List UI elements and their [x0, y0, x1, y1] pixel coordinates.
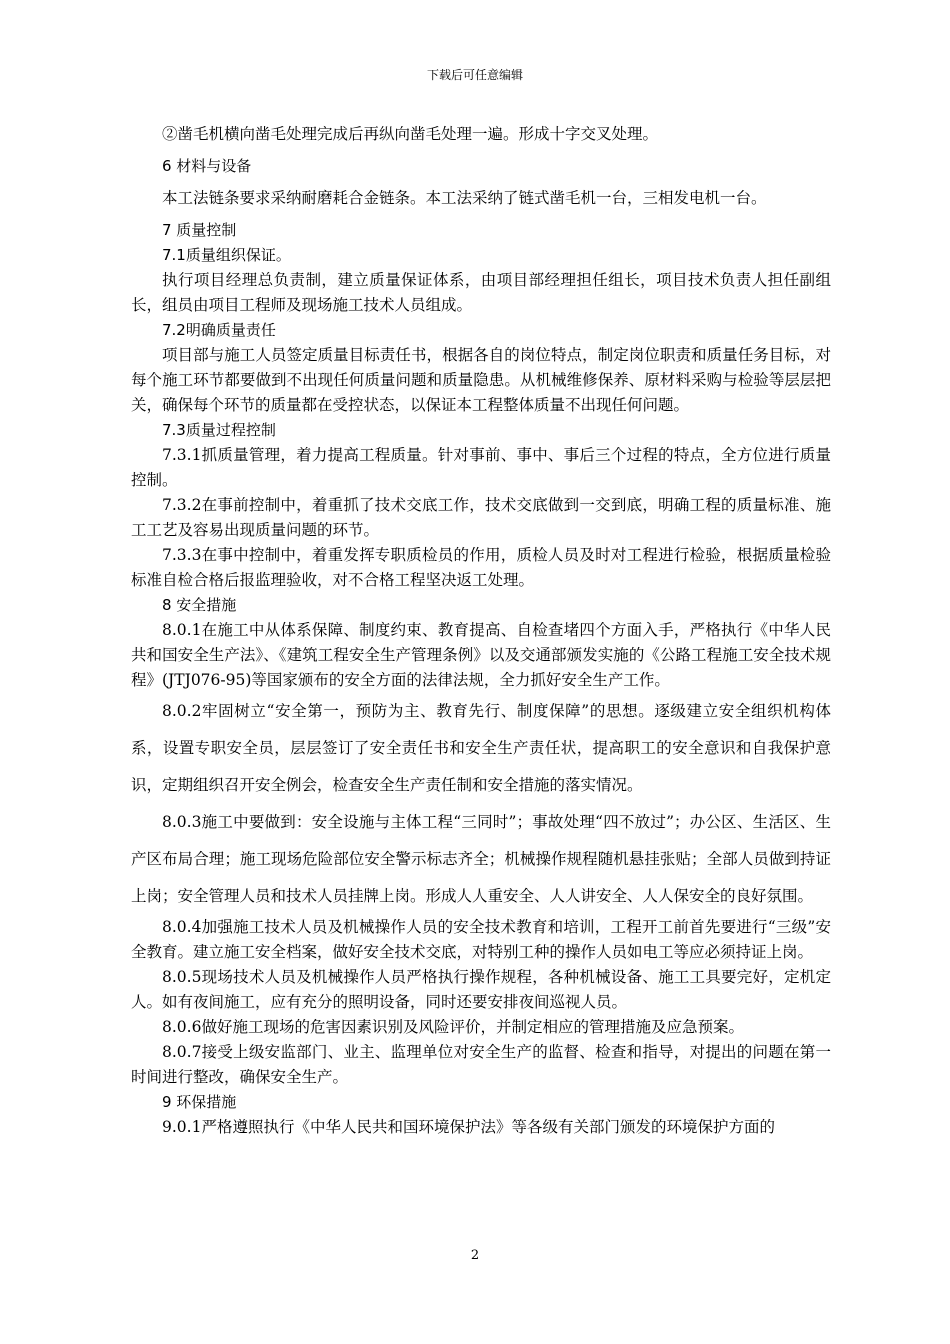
document-body [131, 122, 831, 1140]
section-heading: 9 环保措施 [162, 1093, 237, 1111]
paragraph: 本工法链条要求采纳耐磨耗合金链条。本工法采纳了链式凿毛机一台，三相发电机一台。 [162, 189, 767, 207]
paragraph: 9.0.1严格遵照执行《中华人民共和国环境保护法》等各级有关部门颁发的环境保护方面的 [162, 1118, 775, 1136]
subsection-heading: 7.3质量过程控制 [162, 421, 276, 439]
paragraph: 8.0.3施工中要做到：安全设施与主体工程“三同时”；事故处理“四不放过”；办公区、生活区、生产区布局合理；施工现场危险部位安全警示标志齐全；机械操作规程随机悬挂张贴；全部人员做到持证上岗；安全管理人员和技术人员挂牌上岗。形成人人重安全、人人讲安全、人人保安全的良好氛围。 [131, 813, 831, 905]
paragraph: 8.0.5现场技术人员及机械操作人员严格执行操作规程，各种机械设备、施工工具要完好，定机定人。如有夜间施工，应有充分的照明设备，同时还要安排夜间巡视人员。 [131, 968, 831, 1011]
paragraph: 项目部与施工人员签定质量目标责任书，根据各自的岗位特点，制定岗位职责和质量任务目标，对每个施工环节都要做到不出现任何质量问题和质量隐患。从机械维修保养、原材料采购与检验等层层把关，确保每个环节的质量都在受控状态，以保证本工程整体质量不出现任何问题。 [131, 346, 831, 414]
paragraph: 8.0.2牢固树立“安全第一，预防为主、教育先行、制度保障”的思想。逐级建立安全组织机构体系，设置专职安全员，层层签订了安全责任书和安全生产责任状，提高职工的安全意识和自我保护意识，定期组织召开安全例会，检查安全生产责任制和安全措施的落实情况。 [131, 702, 831, 794]
paragraph: ②凿毛机横向凿毛处理完成后再纵向凿毛处理一遍。形成十字交叉处理。 [162, 125, 659, 143]
section-heading: 8 安全措施 [162, 596, 237, 614]
paragraph: 8.0.1在施工中从体系保障、制度约束、教育提高、自检查堵四个方面入手，严格执行《中华人民共和国安全生产法》、《建筑工程安全生产管理条例》以及交通部颁发实施的《公路工程施工安全技术规程》(JTJ076-95)等国家颁布的安全方面的法律法规，全力抓好安全生产工作。 [131, 621, 831, 689]
paragraph: 8.0.4加强施工技术人员及机械操作人员的安全技术教育和培训，工程开工前首先要进行“三级”安全教育。建立施工安全档案，做好安全技术交底，对特别工种的操作人员如电工等应必须持证上岗。 [131, 918, 831, 961]
paragraph: 执行项目经理总负责制，建立质量保证体系，由项目部经理担任组长，项目技术负责人担任副组长，组员由项目工程师及现场施工技术人员组成。 [131, 271, 831, 314]
paragraph: 7.3.3在事中控制中，着重发挥专职质检员的作用，质检人员及时对工程进行检验，根据质量检验标准自检合格后报监理验收，对不合格工程坚决返工处理。 [131, 546, 831, 589]
paragraph: 7.3.2在事前控制中，着重抓了技术交底工作，技术交底做到一交到底，明确工程的质量标准、施工工艺及容易出现质量问题的环节。 [131, 496, 831, 539]
subsection-heading: 7.2明确质量责任 [162, 321, 276, 339]
section-heading: 7 质量控制 [162, 221, 237, 239]
page-header: 下载后可任意编辑 [426, 68, 523, 82]
paragraph: 7.3.1抓质量管理，着力提高工程质量。针对事前、事中、事后三个过程的特点，全方位进行质量控制。 [131, 446, 831, 489]
subsection-heading: 7.1质量组织保证。 [162, 246, 291, 264]
page-number: 2 [470, 1248, 480, 1263]
paragraph: 8.0.6做好施工现场的危害因素识别及风险评价，并制定相应的管理措施及应急预案。 [162, 1018, 744, 1036]
section-heading: 6 材料与设备 [162, 157, 252, 175]
paragraph: 8.0.7接受上级安监部门、业主、监理单位对安全生产的监督、检查和指导，对提出的问题在第一时间进行整改，确保安全生产。 [131, 1043, 831, 1086]
